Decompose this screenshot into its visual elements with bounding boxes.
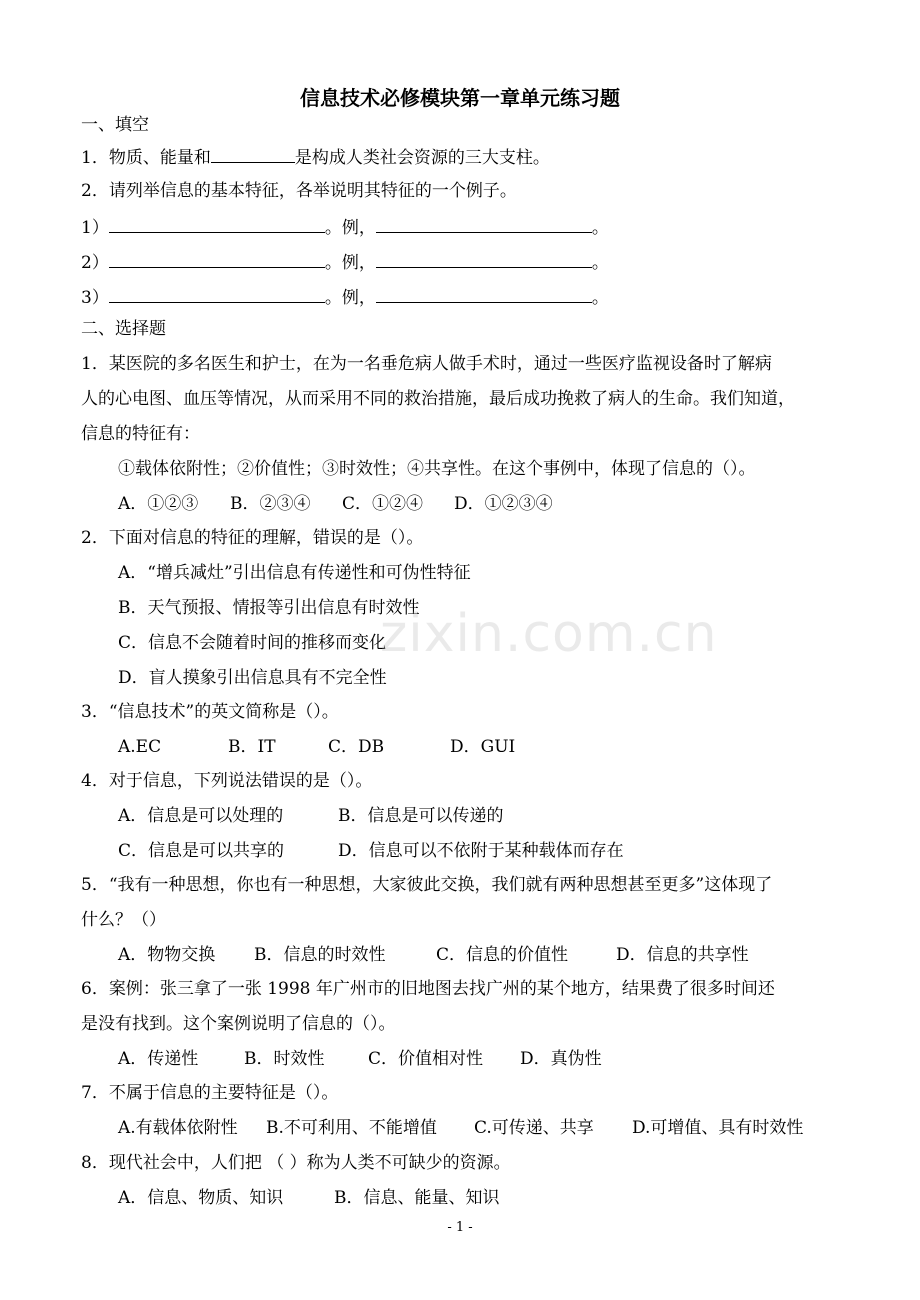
- section-choice-heading: 二、选择题: [81, 319, 166, 339]
- option[interactable]: A．信息、物质、知识: [118, 1188, 284, 1208]
- answer-blank[interactable]: [376, 250, 592, 268]
- option[interactable]: D．信息可以不依附于某种载体而存在: [338, 841, 624, 861]
- option[interactable]: C.可传递、共享: [474, 1118, 594, 1138]
- option-row: [118, 736, 878, 758]
- question-text: 2．下面对信息的特征的理解，错误的是（）。: [81, 528, 424, 548]
- option-row: [118, 1117, 878, 1139]
- question-fill-1: 1．物质、能量和 是构成人类社会资源的三大支柱。: [81, 145, 841, 169]
- option[interactable]: A.EC: [118, 737, 162, 757]
- question-text: 8．现代社会中，人们把 （ ）称为人类不可缺少的资源。: [81, 1153, 511, 1173]
- option[interactable]: B．IT: [228, 737, 276, 757]
- question-text: 4．对于信息，下列说法错误的是（）。: [81, 771, 373, 791]
- option[interactable]: D．①②③④: [454, 494, 553, 514]
- option[interactable]: C．信息的价值性: [436, 945, 569, 965]
- question-text: 是没有找到。这个案例说明了信息的（）。: [81, 1014, 396, 1034]
- option[interactable]: C．价值相对性: [368, 1049, 484, 1069]
- option[interactable]: B．天气预报、情报等引出信息有时效性: [118, 598, 420, 618]
- option[interactable]: B．信息是可以传递的: [338, 806, 504, 826]
- option-row: [118, 1048, 878, 1070]
- option-row: [118, 493, 878, 515]
- document-title: 信息技术必修模块第一章单元练习题: [300, 86, 620, 110]
- option[interactable]: B．信息的时效性: [254, 945, 386, 965]
- question-text: 信息的特征有：: [81, 424, 200, 444]
- option[interactable]: C．信息不会随着时间的推移而变化: [118, 633, 387, 653]
- question-text: 5．“我有一种思想，你也有一种思想，大家彼此交换，我们就有两种思想甚至更多”这体现了: [81, 875, 773, 895]
- answer-blank[interactable]: [109, 250, 325, 268]
- option[interactable]: D．信息的共享性: [616, 945, 749, 965]
- option[interactable]: B．时效性: [244, 1049, 325, 1069]
- section-fill-heading: 一、填空: [81, 115, 149, 135]
- option[interactable]: C．信息是可以共享的: [118, 841, 285, 861]
- question-text: 什么？（）: [81, 910, 166, 930]
- question-text: 3．“信息技术”的英文简称是（）。: [81, 702, 339, 722]
- fill-item: 1） 。例， 。: [81, 215, 841, 239]
- answer-blank[interactable]: [376, 285, 592, 303]
- option[interactable]: A．信息是可以处理的: [118, 806, 284, 826]
- option[interactable]: D．真伪性: [520, 1049, 602, 1069]
- option[interactable]: A．①②③: [118, 494, 199, 514]
- option[interactable]: B．信息、能量、知识: [334, 1188, 500, 1208]
- question-text: ①载体依附性；②价值性；③时效性；④共享性。在这个事例中，体现了信息的（）。: [118, 459, 756, 479]
- question-text: 人的心电图、血压等情况，从而采用不同的救治措施，最后成功挽救了病人的生命。我们知道，: [81, 389, 795, 409]
- question-fill-2: 2．请列举信息的基本特征，各举说明其特征的一个例子。: [81, 181, 517, 201]
- fill-item: 3） 。例， 。: [81, 285, 841, 309]
- answer-blank[interactable]: [109, 215, 325, 233]
- page-number: - 1 -: [447, 1220, 473, 1235]
- option[interactable]: B.不可利用、不能增值: [266, 1118, 437, 1138]
- question-text: 7．不属于信息的主要特征是（）。: [81, 1083, 339, 1103]
- fill-item: 2） 。例， 。: [81, 250, 841, 274]
- option[interactable]: B．②③④: [230, 494, 311, 514]
- option-row: [118, 944, 878, 966]
- watermark: zixin.com.cn: [380, 604, 718, 664]
- option-row: [118, 1187, 878, 1209]
- option[interactable]: C．①②④: [342, 494, 424, 514]
- option[interactable]: D．盲人摸象引出信息具有不完全性: [118, 668, 387, 688]
- option-row: [118, 805, 878, 827]
- answer-blank[interactable]: [211, 145, 295, 163]
- answer-blank[interactable]: [376, 215, 592, 233]
- question-text: 1．某医院的多名医生和护士，在为一名垂危病人做手术时，通过一些医疗监视设备时了解病: [81, 354, 772, 374]
- answer-blank[interactable]: [109, 285, 325, 303]
- option[interactable]: D．GUI: [450, 737, 516, 757]
- option[interactable]: A．物物交换: [118, 945, 216, 965]
- option[interactable]: A．传递性: [118, 1049, 199, 1069]
- option-row: [118, 840, 878, 862]
- option[interactable]: A．“增兵减灶”引出信息有传递性和可伪性特征: [118, 563, 471, 583]
- question-text: 6．案例：张三拿了一张 1998 年广州市的旧地图去找广州的某个地方，结果费了很多时间还: [81, 979, 775, 999]
- option[interactable]: D.可增值、具有时效性: [632, 1118, 804, 1138]
- option[interactable]: C．DB: [328, 737, 385, 757]
- option[interactable]: A.有载体依附性: [118, 1118, 238, 1138]
